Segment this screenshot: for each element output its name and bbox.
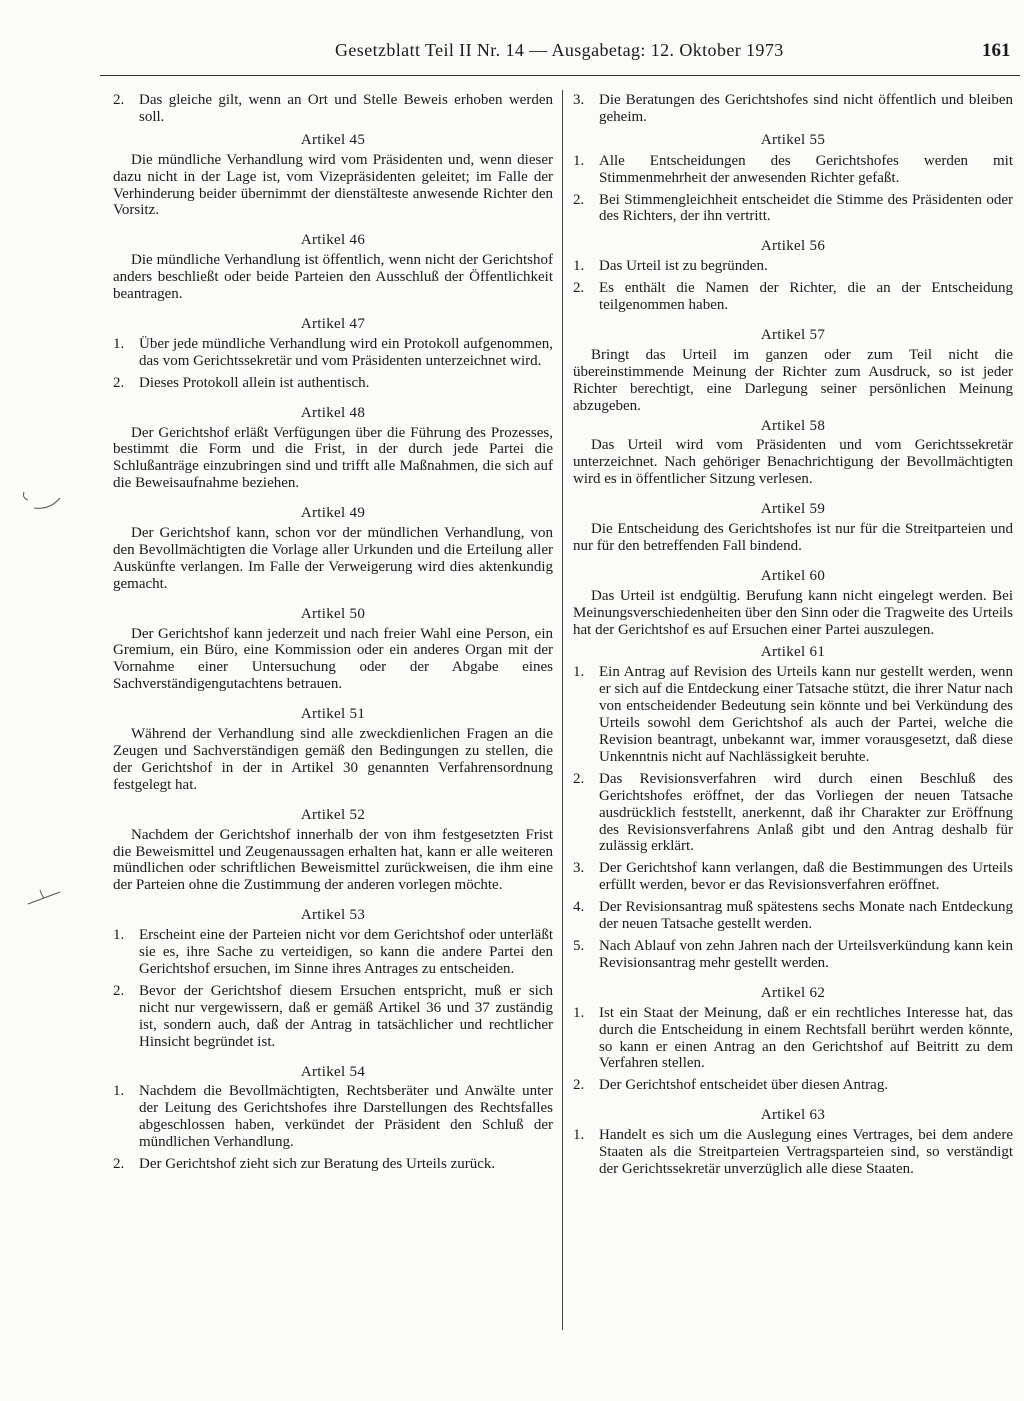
numbered-item <box>573 1077 1013 1094</box>
numbered-item <box>573 1127 1013 1178</box>
item-number: 2. <box>113 374 125 391</box>
item-text: Die Beratungen des Gerichtshofes sind nicht öffentlich und bleiben geheim. <box>599 92 1013 125</box>
item-number: 3. <box>573 860 585 877</box>
item-number: 2. <box>573 280 585 297</box>
item-number: 2. <box>113 1156 125 1173</box>
article-heading: Artikel 58 <box>760 417 826 434</box>
numbered-item <box>573 280 1013 314</box>
item-number: 5. <box>573 937 585 954</box>
item-text: Das Revisionsverfahren wird durch einen Beschluß des Gerichtshofes eröffnet, der das Vorliegen der neuen Tatsache ausdrücklich feststellt, anerkennt, daß ihr Charakter zur Eröffnung des Revisionsverfahrens Anlaß gibt und den Antrag deshalb für zulässig erklärt. <box>599 770 1013 855</box>
numbered-item <box>573 860 1013 894</box>
item-number: 2. <box>573 770 585 787</box>
numbered-item <box>573 92 1013 126</box>
article-heading: Artikel 50 <box>300 605 366 622</box>
article-heading: Artikel 49 <box>300 505 366 522</box>
article-heading: Artikel 62 <box>760 984 826 1001</box>
article-heading: Artikel 45 <box>300 131 366 148</box>
item-number: 2. <box>113 982 125 999</box>
page-header <box>0 40 1024 70</box>
article-heading: Artikel 63 <box>760 1107 826 1124</box>
article-heading: Artikel 47 <box>300 315 366 332</box>
numbered-item <box>113 1156 553 1173</box>
item-text: Der Revisionsantrag muß spätestens sechs Monate nach Entdeckung der neuen Tatsache gestellt werden. <box>599 899 1013 933</box>
item-number: 1. <box>573 664 585 681</box>
margin-mark-icon <box>20 488 64 516</box>
header-rule <box>100 75 1020 76</box>
item-text: Der Gerichtshof kann verlangen, daß die Bestimmungen des Urteils erfüllt werden, bevor er das Revisionsverfahren eröffnet. <box>599 860 1013 894</box>
article-heading: Artikel 55 <box>760 131 826 148</box>
item-text: Das gleiche gilt, wenn an Ort und Stelle Beweis erhoben werden soll. <box>139 92 553 125</box>
item-text: Erscheint eine der Parteien nicht vor dem Gerichtshof oder unterläßt sie es, ihre Sache zu verteidigen, so kann die andere Partei den Gerichtshof ersuchen, im Sinne ihres Antrages zu entscheiden. <box>139 927 553 977</box>
article-heading: Artikel 59 <box>760 501 826 518</box>
article-heading: Artikel 51 <box>300 706 366 723</box>
article-paragraph: Das Urteil ist endgültig. Berufung kann nicht eingelegt werden. Bei Meinungsverschiedenheiten über den Sinn oder die Tragweite des Urteils hat der Gerichtshof es auf Ersuchen einer Partei auszulegen. <box>573 587 1013 638</box>
item-text: Alle Entscheidungen des Gerichtshofes werden mit Stimmenmehrheit der anwesenden Richter gefaßt. <box>599 152 1013 186</box>
numbered-item <box>113 1083 553 1151</box>
item-number: 1. <box>573 1127 585 1144</box>
article-heading: Artikel 53 <box>300 907 366 924</box>
page-number: 161 <box>982 40 1011 61</box>
numbered-item <box>573 1005 1013 1073</box>
article-heading: Artikel 52 <box>300 806 366 823</box>
item-text: Handelt es sich um die Auslegung eines Vertrages, bei dem andere Staaten als die Streitparteien Vertragsparteien sind, so verständigt der Gerichtssekretär unverzüglich alle diese Staaten. <box>599 1127 1013 1177</box>
article-heading: Artikel 61 <box>760 644 826 661</box>
article-heading: Artikel 56 <box>760 238 826 255</box>
article-paragraph: Der Gerichtshof erläßt Verfügungen über die Führung des Prozesses, bestimmt die Form und die Frist, in der durch jede Partei die Schlußanträge einzubringen sind und trifft alle Maßnahmen, die sich auf die Beweisaufnahme beziehen. <box>113 424 553 492</box>
article-paragraph: Das Urteil wird vom Präsidenten und vom Gerichtssekretär unterzeichnet. Nach gehöriger Benachrichtigung der Bevollmächtigten wird es in öffentlicher Sitzung verlesen. <box>573 437 1013 488</box>
item-number: 2. <box>113 92 125 108</box>
item-text: Bevor der Gerichtshof diesem Ersuchen entspricht, muß er sich nicht nur vergewissern, daß er gemäß Artikel 36 und 37 zuständig ist, sondern auch, daß der Antrag in tatsächlicher und rechtlicher Hinsicht begründet ist. <box>139 982 553 1050</box>
item-number: 1. <box>113 1083 125 1100</box>
header-title: Gesetzblatt Teil II Nr. 14 — Ausgabetag: 12. Oktober 1973 <box>335 40 784 60</box>
article-heading: Artikel 46 <box>300 232 366 249</box>
article-paragraph: Die Entscheidung des Gerichtshofes ist nur für die Streitparteien und nur für den betreffenden Fall bindend. <box>573 521 1013 554</box>
numbered-item <box>573 664 1013 765</box>
item-number: 3. <box>573 92 585 108</box>
item-number: 2. <box>573 1077 585 1094</box>
numbered-item <box>113 927 553 978</box>
margin-mark-icon <box>20 884 64 912</box>
numbered-item <box>113 336 553 370</box>
article-paragraph: Der Gerichtshof kann, schon vor der mündlichen Verhandlung, von den Bevollmächtigten die Vorlage aller Urkunden und die Erteilung aller Auskünfte verlangen. Im Falle der Verweigerung wird dies aktenkundig gemacht. <box>113 525 553 592</box>
item-number: 1. <box>573 1004 585 1021</box>
numbered-item <box>573 153 1013 187</box>
item-text: Das Urteil ist zu begründen. <box>599 258 768 275</box>
item-text: Der Gerichtshof entscheidet über diesen Antrag. <box>599 1077 889 1094</box>
article-paragraph: Bringt das Urteil im ganzen oder zum Teil nicht die übereinstimmende Meinung der Richter zum Ausdruck, so ist jeder Richter berechtigt, eine Darlegung seiner persönlichen Meinung abzugeben. <box>573 346 1013 414</box>
article-paragraph: Nachdem der Gerichtshof innerhalb der von ihm festgesetzten Frist die Beweismittel und Zeugenaussagen erhalten hat, kann er alle weiteren mündlichen oder schriftlichen Beweismittel zurückweisen, die ihm eine der Parteien ohne die Zustimmung der anderen vorlegen möchte. <box>113 826 553 894</box>
numbered-item <box>573 899 1013 933</box>
numbered-item <box>573 192 1013 226</box>
article-paragraph: Die mündliche Verhandlung ist öffentlich, wenn nicht der Gerichtshof anders beschließt oder beide Parteien den Ausschluß der Öffentlichkeit beantragen. <box>113 252 553 303</box>
numbered-item <box>573 771 1013 856</box>
column-divider <box>562 90 563 1330</box>
numbered-item <box>573 258 1013 275</box>
article-heading: Artikel 60 <box>760 567 826 584</box>
item-text: Es enthält die Namen der Richter, die an der Entscheidung teilgenommen haben. <box>599 280 1013 314</box>
item-text: Der Gerichtshof zieht sich zur Beratung des Urteils zurück. <box>139 1156 496 1173</box>
numbered-item <box>573 938 1013 972</box>
item-text: Ein Antrag auf Revision des Urteils kann nur gestellt werden, wenn er sich auf die Entdeckung einer Tatsache stützt, die ihrer Natur nach von entscheidender Bedeutung sein könnte und bei Verkündung des Urteils sowohl dem Gerichtshof als auch der Partei, welche die Revision beantragt, unbekannt war, immer vorausgesetzt, daß diese Unkenntnis nicht auf Nachlässigkeit beruhte. <box>599 664 1013 765</box>
article-heading: Artikel 54 <box>300 1063 366 1080</box>
article-paragraph: Die mündliche Verhandlung wird vom Präsidenten und, wenn dieser dazu nicht in der Lage ist, vom Vizepräsidenten geleitet; im Falle der Verhinderung beider übernimmt der dienstälteste anwesende Richter den Vorsitz. <box>113 151 553 219</box>
item-number: 1. <box>113 927 125 944</box>
numbered-item <box>113 375 553 392</box>
article-heading: Artikel 57 <box>760 326 826 343</box>
article-paragraph: Während der Verhandlung sind alle zweckdienlichen Fragen an die Zeugen und Sachverständigen gemäß den Bedingungen zu stellen, die der Gerichtshof in der in Artikel 30 genannten Verfahrensordnung festgelegt hat. <box>113 726 553 793</box>
numbered-item <box>113 92 553 126</box>
article-paragraph: Der Gerichtshof kann jederzeit und nach freier Wahl eine Person, ein Gremium, ein Büro, eine Kommission oder ein anderes Organ mit der Vornahme einer Untersuchung oder der Abgabe eines Sachverständigengutachtens betrauen. <box>113 625 553 693</box>
article-heading: Artikel 48 <box>300 404 366 421</box>
item-text: Dieses Protokoll allein ist authentisch. <box>139 374 370 391</box>
item-text: Nachdem die Bevollmächtigten, Rechtsberäter und Anwälte unter der Leitung des Gerichtshofes ihre Darstellungen des Rechtsfalles abgeschlossen haben, verkündet der Präsident den Schluß der mündlichen Verhandlung. <box>139 1083 553 1151</box>
item-text: Bei Stimmengleichheit entscheidet die Stimme des Präsidenten oder des Richters, der ihn vertritt. <box>599 191 1013 225</box>
left-column <box>113 92 553 1173</box>
item-number: 1. <box>113 335 125 352</box>
numbered-item <box>113 983 553 1051</box>
item-number: 1. <box>573 152 585 169</box>
item-text: Über jede mündliche Verhandlung wird ein Protokoll aufgenommen, das vom Gerichtssekretär und vom Präsidenten unterzeichnet wird. <box>139 335 553 369</box>
item-text: Nach Ablauf von zehn Jahren nach der Urteilsverkündung kann kein Revisionsantrag mehr gestellt werden. <box>599 937 1013 971</box>
item-number: 1. <box>573 258 585 275</box>
item-number: 4. <box>573 899 585 916</box>
item-number: 2. <box>573 191 585 208</box>
right-column <box>573 92 1013 1178</box>
item-text: Ist ein Staat der Meinung, daß er ein rechtliches Interesse hat, das durch die Entscheidung in einem Rechtsfall berührt werden könnte, so kann er einen Antrag an den Gerichtshof auf Beitritt zu dem Verfahren stellen. <box>599 1004 1013 1072</box>
